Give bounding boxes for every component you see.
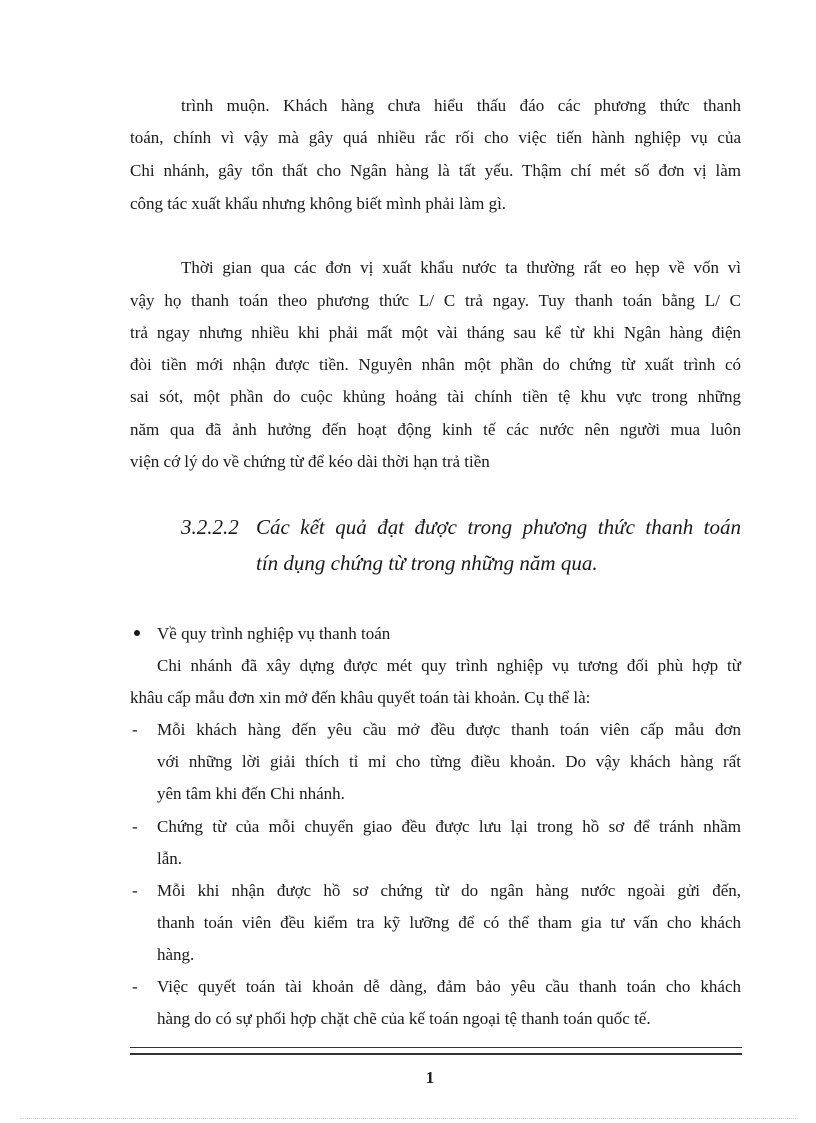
paragraph-2-line: vậy họ thanh toán theo phương thức L/ C trả ngay. Tuy thanh toán bằng L/ C [130, 291, 741, 310]
bullet-item-text: Về quy trình nghiệp vụ thanh toán [157, 624, 391, 643]
paragraph-1-line: toán, chính vì vậy mà gây quá nhiều rắc rối cho việc tiến hành nghiệp vụ của [130, 128, 741, 147]
dash-item-line: Chứng từ của mỗi chuyển giao đều được lưu lại trong hồ sơ để tránh nhầm [157, 817, 741, 836]
paragraph-2-line: Thời gian qua các đơn vị xuất khẩu nước ta thường rất eo hẹp về vốn vì [181, 258, 741, 277]
paragraph-1-line: trình muộn. Khách hàng chưa hiểu thấu đáo các phương thức thanh [181, 96, 741, 115]
dash-item-line: hàng. [157, 945, 195, 964]
dash-item-line: hàng do có sự phối hợp chặt chẽ của kế toán ngoại tệ thanh toán quốc tế. [157, 1009, 651, 1028]
dash-marker: - [132, 881, 138, 900]
paragraph-1-line: Chi nhánh, gây tổn thất cho Ngân hàng là tất yếu. Thậm chí mét số đơn vị làm [130, 161, 741, 180]
dash-item-line: Việc quyết toán tài khoản dễ dàng, đảm bảo yêu cầu thanh toán cho khách [157, 977, 741, 996]
paragraph-2-line: năm qua đã ảnh hưởng đến hoạt động kinh tế các nước nên người mua luôn [130, 420, 741, 439]
paragraph-2-line: viện cớ lý do về chứng từ để kéo dài thời hạn trả tiền [130, 452, 490, 471]
intro-line: Chi nhánh đã xây dựng được mét quy trình nghiệp vụ tương đối phù hợp từ [157, 656, 741, 675]
page-number: 1 [425, 1068, 435, 1087]
paragraph-2-line: đòi tiền mới nhận được tiền. Nguyên nhân một phần do chứng từ xuất trình có [130, 355, 741, 374]
intro-line: khâu cấp mẫu đơn xin mở đến khâu quyết toán tài khoản. Cụ thể là: [130, 688, 591, 707]
paragraph-1-line: công tác xuất khẩu nhưng không biết mình phải làm gì. [130, 194, 507, 213]
section-number: 3.2.2.2 [181, 515, 239, 539]
dash-marker: - [132, 817, 138, 836]
paragraph-2-line: trả ngay nhưng nhiều khi phải mất một vài tháng sau kể từ khi Ngân hàng điện [130, 323, 741, 342]
dash-item-line: yên tâm khi đến Chi nhánh. [157, 784, 345, 803]
section-heading-line-1: Các kết quả đạt được trong phương thức thanh toán [256, 515, 741, 539]
bullet-icon [134, 630, 140, 636]
page-edge-divider [20, 1118, 796, 1119]
dash-item-line: Mỗi khách hàng đến yêu cầu mở đều được thanh toán viên cấp mẫu đơn [157, 720, 741, 739]
footer-rule [130, 1047, 742, 1055]
paragraph-2-line: sai sót, một phần do cuộc khủng hoảng tài chính tiền tệ khu vực trong những [130, 387, 741, 406]
dash-item-line: với những lời giải thích tỉ mỉ cho từng điều khoản. Do vậy khách hàng rất [157, 752, 741, 771]
dash-item-line: lẫn. [157, 849, 183, 868]
section-heading-line-2: tín dụng chứng từ trong những năm qua. [256, 551, 598, 575]
dash-marker: - [132, 977, 138, 996]
dash-item-line: Mỗi khi nhận được hồ sơ chứng từ do ngân hàng nước ngoài gửi đến, [157, 881, 741, 900]
dash-item-line: thanh toán viên đều kiểm tra kỹ lưỡng để có thể tham gia tư vấn cho khách [157, 913, 741, 932]
dash-marker: - [132, 720, 138, 739]
